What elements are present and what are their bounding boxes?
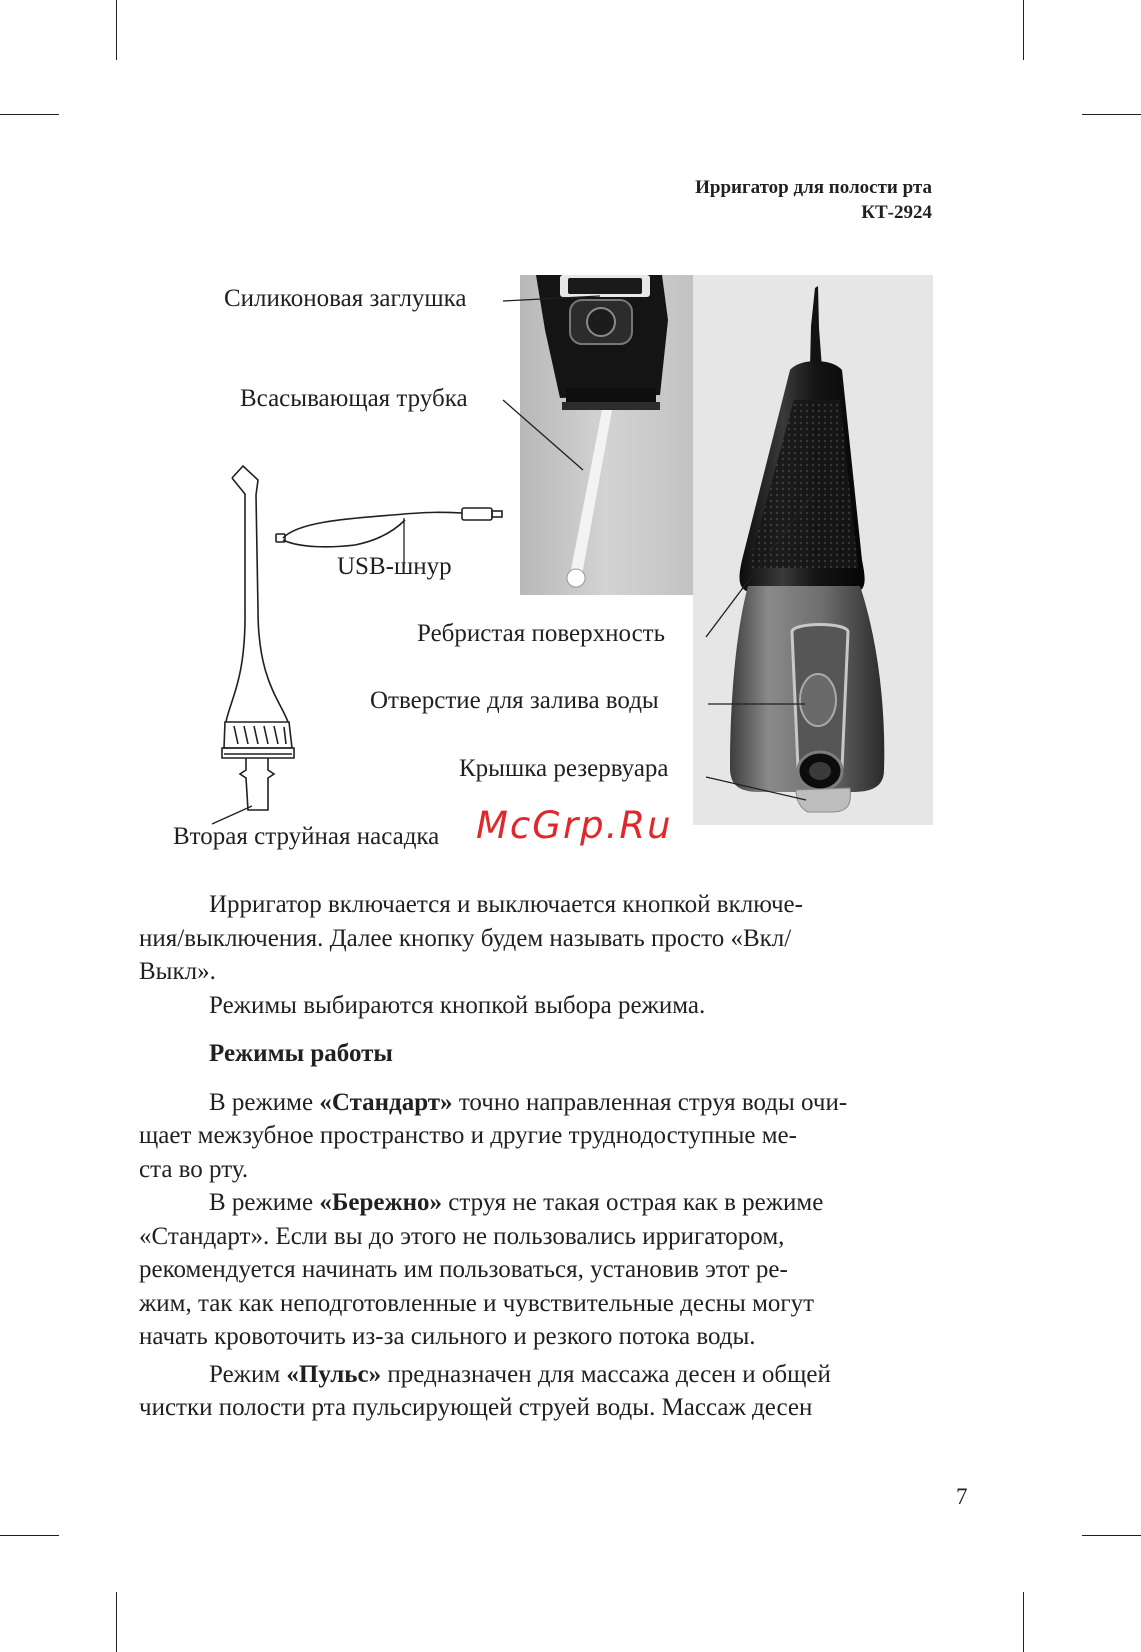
text-run: В режиме — [209, 1088, 320, 1116]
nozzle-drawing — [222, 466, 294, 810]
paragraph-standard — [139, 1086, 932, 1187]
irrigator-photo — [693, 275, 933, 825]
text-run: Режим — [209, 1360, 287, 1388]
text-line: начать кровоточить из-за сильного и резкого потока воды. — [139, 1323, 756, 1350]
header-model: КТ-2924 — [861, 202, 932, 223]
header-title: Ирригатор для полости рта — [695, 177, 932, 198]
text-line: Выкл». — [139, 958, 216, 985]
paragraph-power — [139, 888, 932, 989]
text-run: В режиме — [209, 1189, 320, 1216]
crop-mark — [1023, 1592, 1024, 1652]
text-line: «Стандарт». Если вы до этого не пользовались ирригатором, — [139, 1222, 785, 1250]
page-number: 7 — [956, 1484, 968, 1509]
text-line: ния/выключения. Далее кнопку будем называть просто «Вкл/ — [139, 924, 792, 952]
text-run: струя не такая острая как в режиме — [442, 1189, 824, 1216]
crop-mark — [0, 1535, 59, 1536]
paragraph-modes: Режимы выбираются кнопкой выбора режима. — [209, 991, 706, 1019]
text-line: Ирригатор включается и выключается кнопкой включе- — [209, 891, 803, 918]
text-line: ста во рту. — [139, 1155, 249, 1183]
suction-tube-photo — [520, 275, 693, 595]
label-water-inlet: Отверстие для залива воды — [370, 687, 659, 714]
label-usb-cable: USB-шнур — [337, 553, 452, 580]
mode-name: «Стандарт» — [319, 1088, 453, 1116]
crop-mark — [116, 1592, 117, 1652]
text-run: точно направленная струя воды очи- — [452, 1088, 848, 1116]
text-line: чистки полости рта пульсирующей струей воды. Массаж десен — [139, 1394, 813, 1421]
text-line: жим, так как неподготовленные и чувствительные десны могут — [139, 1289, 815, 1317]
usb-cable-drawing — [276, 508, 502, 547]
label-suction-tube: Всасывающая трубка — [240, 385, 468, 412]
label-ribbed-surface: Ребристая поверхность — [417, 620, 665, 647]
text-line: рекомендуется начинать им пользоваться, установив этот ре- — [139, 1256, 788, 1283]
label-silicone-plug: Силиконовая заглушка — [224, 285, 467, 312]
section-heading: Режимы работы — [209, 1040, 393, 1067]
crop-mark — [1082, 1535, 1141, 1536]
watermark: McGrp.Ru — [476, 804, 673, 847]
text-line: щает межзубное пространство и другие труднодоступные ме- — [139, 1122, 797, 1149]
label-second-nozzle: Вторая струйная насадка — [173, 823, 440, 850]
body-text — [139, 888, 932, 1425]
label-tank-lid: Крышка резервуара — [459, 755, 669, 782]
mode-name: «Пульс» — [286, 1360, 382, 1388]
paragraph-gentle — [139, 1186, 932, 1354]
paragraph-pulse — [139, 1358, 932, 1425]
text-run: предназначен для массажа десен и общей — [381, 1360, 831, 1388]
mode-name: «Бережно» — [319, 1189, 442, 1216]
